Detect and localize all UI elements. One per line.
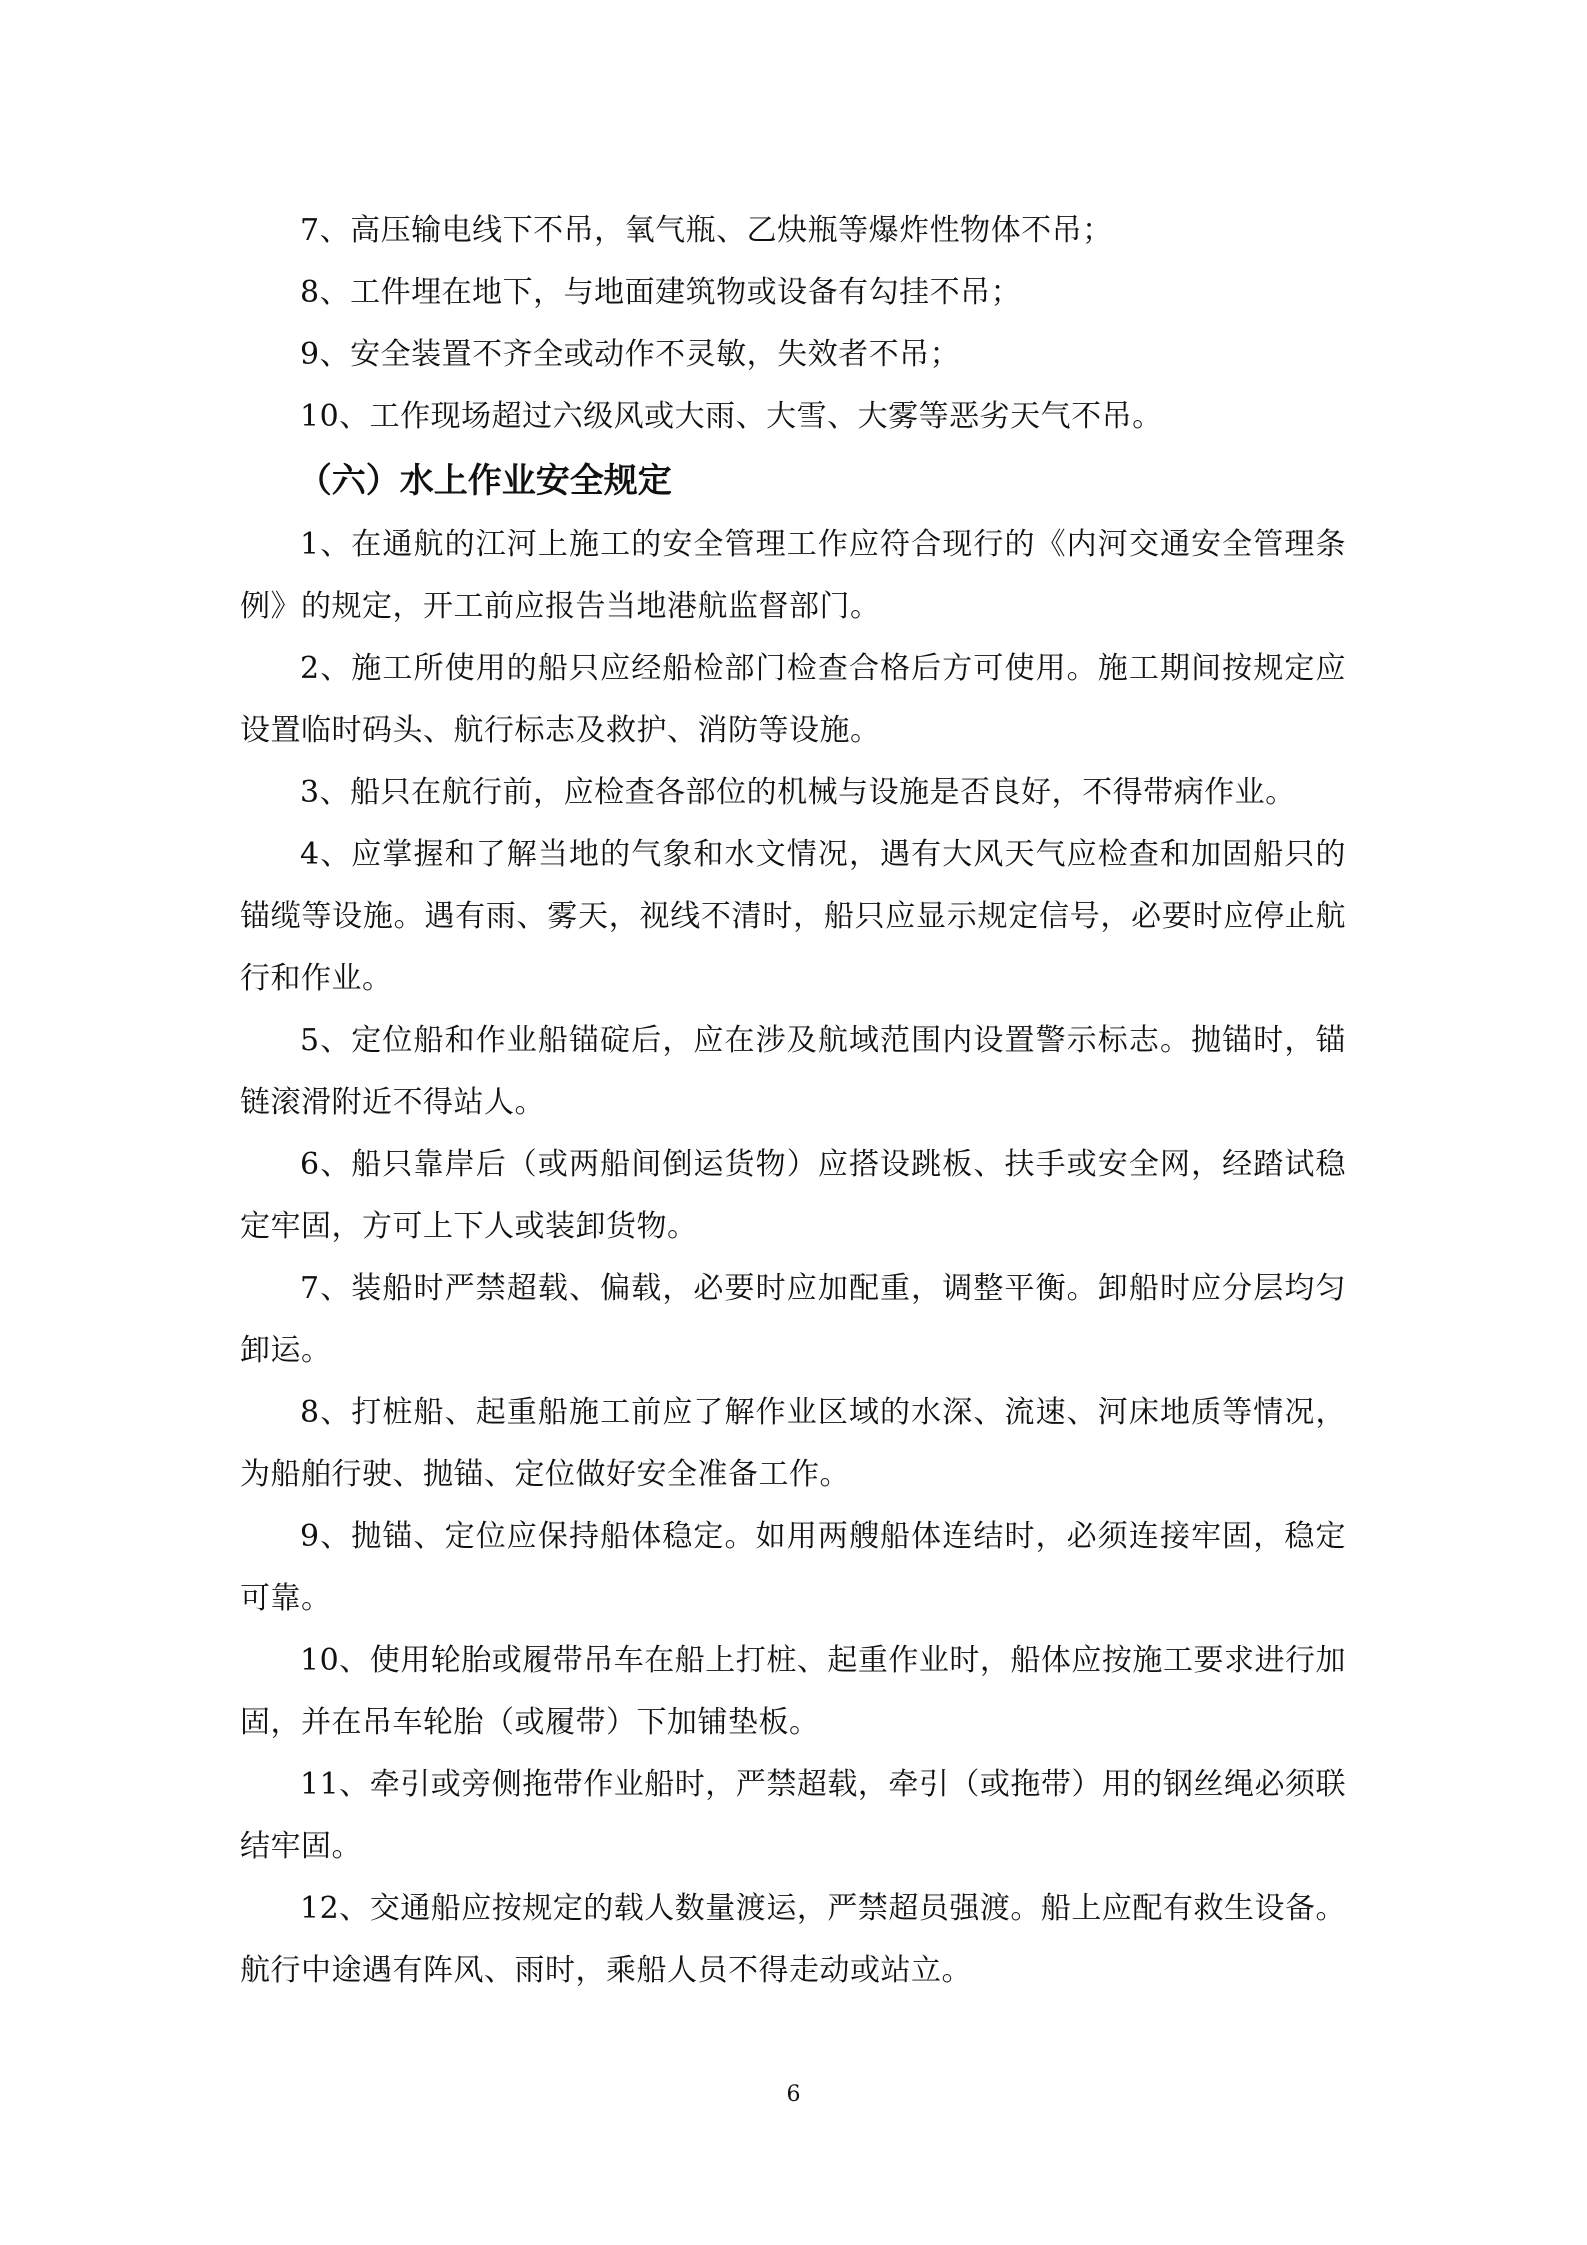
list-item: 8、打桩船、起重船施工前应了解作业区域的水深、流速、河床地质等情况，为船舶行驶、抛锚、定位做好安全准备工作。	[240, 1395, 1346, 1492]
list-item: 2、施工所使用的船只应经船检部门检查合格后方可使用。施工期间按规定应设置临时码头、航行标志及救护、消防等设施。	[240, 651, 1346, 748]
document-body	[240, 200, 1346, 2002]
list-item: 10、工作现场超过六级风或大雨、大雪、大雾等恶劣天气不吊。	[300, 399, 1163, 434]
list-item: 9、抛锚、定位应保持船体稳定。如用两艘船体连结时，必须连接牢固，稳定可靠。	[240, 1519, 1346, 1616]
list-item: 6、船只靠岸后（或两船间倒运货物）应搭设跳板、扶手或安全网，经踏试稳定牢固，方可上下人或装卸货物。	[240, 1147, 1346, 1244]
list-item: 11、牵引或旁侧拖带作业船时，严禁超载，牵引（或拖带）用的钢丝绳必须联结牢固。	[240, 1767, 1346, 1864]
list-item: 12、交通船应按规定的载人数量渡运，严禁超员强渡。船上应配有救生设备。航行中途遇有阵风、雨时，乘船人员不得走动或站立。	[240, 1891, 1346, 1988]
list-item: 7、装船时严禁超载、偏载，必要时应加配重，调整平衡。卸船时应分层均匀卸运。	[240, 1271, 1346, 1368]
list-item: 8、工件埋在地下，与地面建筑物或设备有勾挂不吊；	[300, 275, 1022, 310]
list-item: 3、船只在航行前，应检查各部位的机械与设施是否良好，不得带病作业。	[300, 775, 1296, 810]
list-item: 4、应掌握和了解当地的气象和水文情况，遇有大风天气应检查和加固船只的锚缆等设施。遇有雨、雾天，视线不清时，船只应显示规定信号，必要时应停止航行和作业。	[240, 837, 1346, 996]
list-item: 1、在通航的江河上施工的安全管理工作应符合现行的《内河交通安全管理条例》的规定，开工前应报告当地港航监督部门。	[240, 527, 1346, 624]
list-item: 10、使用轮胎或履带吊车在船上打桩、起重作业时，船体应按施工要求进行加固，并在吊车轮胎（或履带）下加铺垫板。	[240, 1643, 1346, 1740]
section-heading: （六）水上作业安全规定	[297, 461, 672, 501]
list-item: 5、定位船和作业船锚碇后，应在涉及航域范围内设置警示标志。抛锚时，锚链滚滑附近不得站人。	[240, 1023, 1346, 1120]
list-item: 9、安全装置不齐全或动作不灵敏，失效者不吊；	[300, 337, 961, 372]
page-number: 6	[786, 2082, 801, 2107]
list-item: 7、高压输电线下不吊，氧气瓶、乙炔瓶等爆炸性物体不吊；	[300, 213, 1113, 248]
